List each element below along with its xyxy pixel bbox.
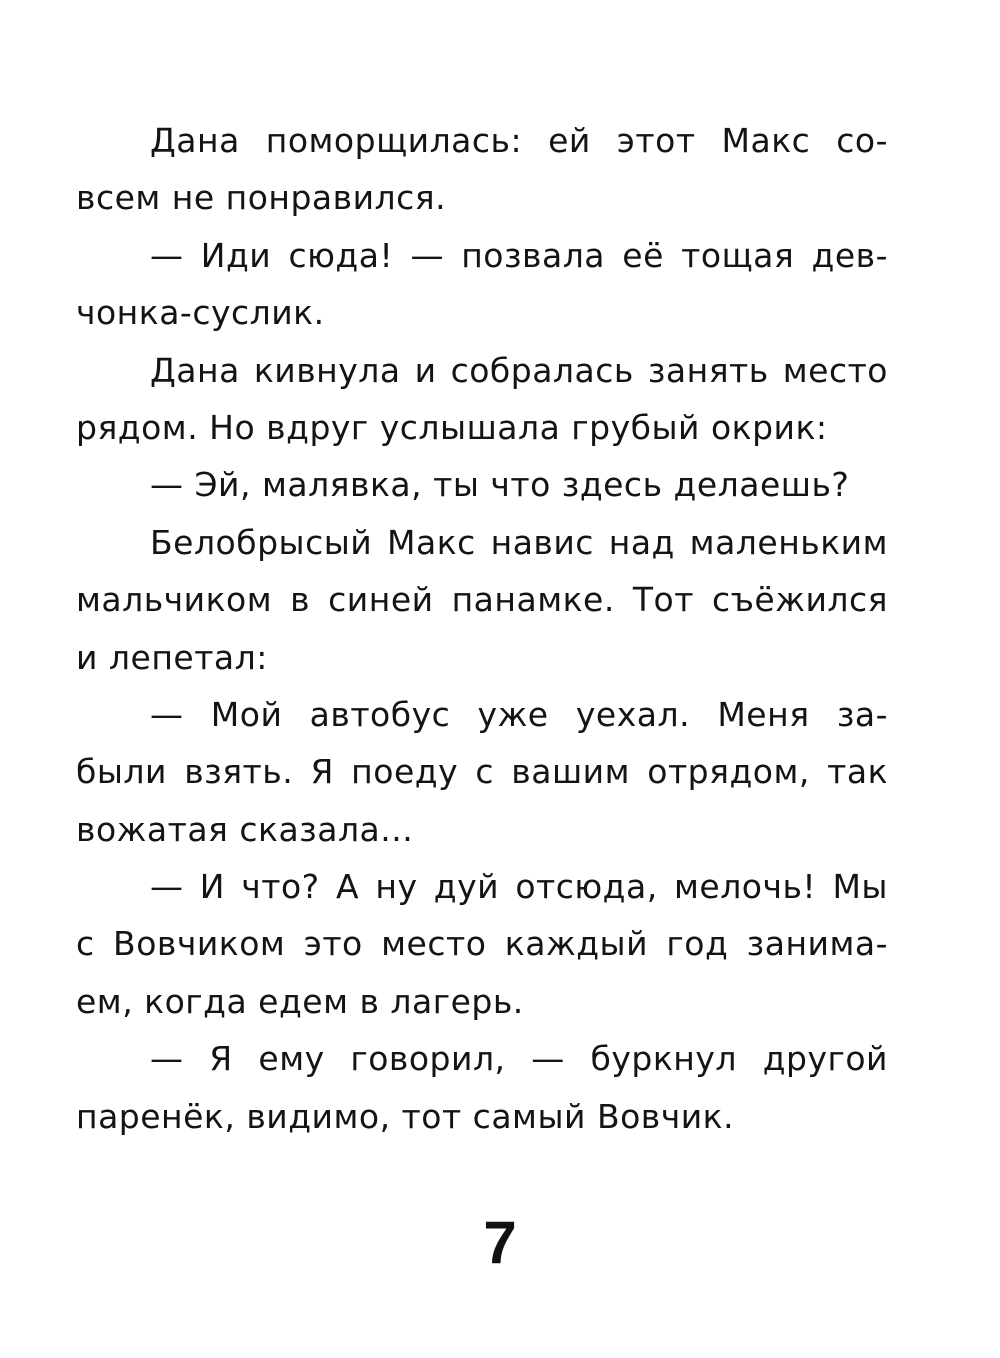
text-line: — Я ему говорил, — буркнул другой xyxy=(150,1039,888,1079)
text-line: и лепетал: xyxy=(76,637,268,677)
text-line: всем не понравился. xyxy=(76,178,447,218)
text-line: — И что? А ну дуй отсюда, мелочь! Мы xyxy=(150,867,888,907)
text-line: вожатая сказала... xyxy=(76,809,414,849)
text-line: Дана поморщилась: ей этот Макс со- xyxy=(150,121,888,160)
page-number: 7 xyxy=(483,1209,517,1276)
text-line: — Эй, малявка, ты что здесь делаешь? xyxy=(150,465,850,505)
text-line: Дана кивнула и собралась занять место xyxy=(150,350,888,390)
text-line: — Мой автобус уже уехал. Меня за- xyxy=(150,694,888,734)
text-line: чонка-суслик. xyxy=(76,293,325,333)
text-line: были взять. Я поеду с вашим отрядом, так xyxy=(76,752,888,792)
text-line: — Иди сюда! — позвала её тощая дев- xyxy=(150,235,888,275)
text-line: рядом. Но вдруг услышала грубый окрик: xyxy=(76,407,828,447)
text-line: с Вовчиком это место каждый год занима- xyxy=(76,924,888,964)
text-line: паренёк, видимо, тот самый Вовчик. xyxy=(76,1096,735,1136)
text-line: ем, когда едем в лагерь. xyxy=(76,981,524,1021)
text-line: Белобрысый Макс навис над маленьким xyxy=(150,522,888,562)
text-line: мальчиком в синей панамке. Тот съёжился xyxy=(76,580,888,620)
body-text xyxy=(76,112,888,1145)
